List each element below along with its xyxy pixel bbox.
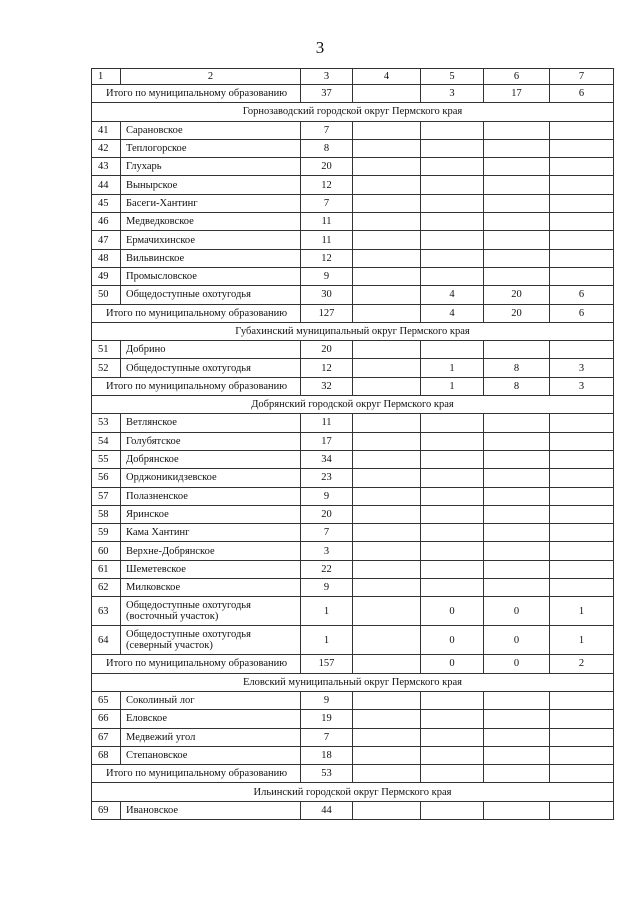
value-c6-cell: 0 [484, 597, 550, 626]
hunting-grounds-table [91, 68, 614, 820]
ground-name: Степановское [121, 746, 301, 764]
value-c3-cell: 34 [301, 450, 353, 468]
table-row [92, 691, 614, 709]
table-row [92, 450, 614, 468]
value-c4-cell [353, 469, 421, 487]
ground-name: Полазненское [121, 487, 301, 505]
value-c3-cell: 11 [301, 213, 353, 231]
value-c4-cell [353, 626, 421, 655]
ground-name: Общедоступные охотугодья [121, 286, 301, 304]
value-c4-cell [353, 597, 421, 626]
row-number: 59 [92, 524, 121, 542]
ground-name: Милковское [121, 579, 301, 597]
row-number: 51 [92, 341, 121, 359]
value-c5-cell [421, 710, 484, 728]
total-c7-cell: 2 [550, 655, 614, 673]
value-c5-cell [421, 746, 484, 764]
row-number: 68 [92, 746, 121, 764]
value-c3-cell: 1 [301, 626, 353, 655]
row-number: 42 [92, 139, 121, 157]
row-number: 56 [92, 469, 121, 487]
value-c7-cell [550, 176, 614, 194]
value-c5-cell [421, 542, 484, 560]
value-c6-cell [484, 579, 550, 597]
value-c4-cell [353, 267, 421, 285]
value-c6-cell [484, 487, 550, 505]
section-row [92, 673, 614, 691]
total-row [92, 85, 614, 103]
value-c7-cell [550, 691, 614, 709]
value-c4-cell [353, 158, 421, 176]
total-row [92, 655, 614, 673]
value-c4-cell [353, 450, 421, 468]
value-c6-cell [484, 267, 550, 285]
value-c4-cell [353, 249, 421, 267]
value-c4-cell [353, 432, 421, 450]
value-c6-cell [484, 231, 550, 249]
total-c4-cell [353, 765, 421, 783]
table-row [92, 728, 614, 746]
table-row [92, 746, 614, 764]
value-c3-cell: 11 [301, 414, 353, 432]
value-c3-cell: 19 [301, 710, 353, 728]
value-c6-cell [484, 341, 550, 359]
row-number: 58 [92, 505, 121, 523]
value-c6-cell [484, 505, 550, 523]
ground-name: Верхне-Добрянское [121, 542, 301, 560]
row-number: 64 [92, 626, 121, 655]
table-row [92, 359, 614, 377]
value-c3-cell: 30 [301, 286, 353, 304]
value-c4-cell [353, 231, 421, 249]
header-cell-6: 6 [484, 69, 550, 85]
total-c5-cell: 0 [421, 655, 484, 673]
row-number: 65 [92, 691, 121, 709]
value-c6-cell [484, 121, 550, 139]
total-c7-cell: 6 [550, 304, 614, 322]
section-row [92, 322, 614, 340]
ground-name: Соколиный лог [121, 691, 301, 709]
section-row [92, 396, 614, 414]
value-c6-cell [484, 213, 550, 231]
table-row [92, 176, 614, 194]
total-c3-cell: 127 [301, 304, 353, 322]
row-number: 43 [92, 158, 121, 176]
value-c3-cell: 17 [301, 432, 353, 450]
total-c6-cell: 17 [484, 85, 550, 103]
value-c6-cell: 20 [484, 286, 550, 304]
value-c7-cell [550, 746, 614, 764]
table-row [92, 469, 614, 487]
value-c6-cell [484, 710, 550, 728]
value-c3-cell: 11 [301, 231, 353, 249]
table-row [92, 560, 614, 578]
row-number: 44 [92, 176, 121, 194]
value-c4-cell [353, 728, 421, 746]
value-c7-cell [550, 194, 614, 212]
table-row [92, 579, 614, 597]
total-c5-cell: 4 [421, 304, 484, 322]
value-c5-cell [421, 524, 484, 542]
value-c4-cell [353, 139, 421, 157]
value-c4-cell [353, 487, 421, 505]
value-c3-cell: 20 [301, 505, 353, 523]
table-row [92, 524, 614, 542]
value-c6-cell [484, 524, 550, 542]
value-c6-cell [484, 542, 550, 560]
ground-name: Добрино [121, 341, 301, 359]
total-c5-cell [421, 765, 484, 783]
total-c3-cell: 32 [301, 377, 353, 395]
value-c7-cell [550, 560, 614, 578]
section-row [92, 103, 614, 121]
value-c3-cell: 20 [301, 158, 353, 176]
value-c5-cell [421, 341, 484, 359]
value-c6-cell: 8 [484, 359, 550, 377]
value-c4-cell [353, 213, 421, 231]
value-c5-cell [421, 213, 484, 231]
total-c6-cell [484, 765, 550, 783]
section-title: Еловский муниципальный округ Пермского края [92, 673, 614, 691]
value-c6-cell [484, 801, 550, 819]
table-row [92, 626, 614, 655]
total-c4-cell [353, 304, 421, 322]
value-c7-cell [550, 414, 614, 432]
value-c3-cell: 9 [301, 691, 353, 709]
value-c3-cell: 8 [301, 139, 353, 157]
value-c7-cell [550, 139, 614, 157]
value-c4-cell [353, 746, 421, 764]
ground-name: Общедоступные охотугодья (северный участок) [121, 626, 301, 655]
value-c6-cell [484, 139, 550, 157]
ground-name: Орджоникидзевское [121, 469, 301, 487]
ground-name: Голубятское [121, 432, 301, 450]
total-c5-cell: 3 [421, 85, 484, 103]
total-c3-cell: 37 [301, 85, 353, 103]
value-c5-cell [421, 450, 484, 468]
value-c5-cell [421, 560, 484, 578]
value-c5-cell [421, 801, 484, 819]
ground-name: Медвежий угол [121, 728, 301, 746]
table-row [92, 213, 614, 231]
value-c5-cell [421, 139, 484, 157]
row-number: 67 [92, 728, 121, 746]
ground-name: Глухарь [121, 158, 301, 176]
total-c7-cell: 6 [550, 85, 614, 103]
ground-name: Яринское [121, 505, 301, 523]
value-c5-cell [421, 487, 484, 505]
value-c5-cell [421, 469, 484, 487]
value-c5-cell: 0 [421, 597, 484, 626]
row-number: 62 [92, 579, 121, 597]
row-number: 61 [92, 560, 121, 578]
total-c7-cell: 3 [550, 377, 614, 395]
value-c3-cell: 22 [301, 560, 353, 578]
header-cell-2: 2 [121, 69, 301, 85]
table-row [92, 286, 614, 304]
value-c6-cell [484, 728, 550, 746]
header-cell-3: 3 [301, 69, 353, 85]
ground-name: Ветлянское [121, 414, 301, 432]
value-c5-cell [421, 267, 484, 285]
total-c6-cell: 0 [484, 655, 550, 673]
value-c7-cell [550, 267, 614, 285]
ground-name: Кама Хантинг [121, 524, 301, 542]
value-c3-cell: 7 [301, 728, 353, 746]
value-c6-cell [484, 176, 550, 194]
value-c6-cell [484, 560, 550, 578]
value-c4-cell [353, 710, 421, 728]
value-c6-cell [484, 249, 550, 267]
value-c7-cell [550, 524, 614, 542]
value-c5-cell [421, 158, 484, 176]
value-c5-cell [421, 728, 484, 746]
value-c5-cell: 1 [421, 359, 484, 377]
value-c4-cell [353, 286, 421, 304]
row-number: 57 [92, 487, 121, 505]
section-title: Губахинский муниципальный округ Пермского края [92, 322, 614, 340]
table-row [92, 139, 614, 157]
ground-name: Басеги-Хантинг [121, 194, 301, 212]
table-row [92, 542, 614, 560]
value-c3-cell: 7 [301, 524, 353, 542]
value-c7-cell [550, 121, 614, 139]
value-c6-cell [484, 691, 550, 709]
value-c5-cell: 4 [421, 286, 484, 304]
row-number: 49 [92, 267, 121, 285]
value-c3-cell: 7 [301, 121, 353, 139]
value-c3-cell: 7 [301, 194, 353, 212]
value-c4-cell [353, 691, 421, 709]
total-c5-cell: 1 [421, 377, 484, 395]
value-c4-cell [353, 579, 421, 597]
table-row [92, 505, 614, 523]
value-c4-cell [353, 359, 421, 377]
total-row [92, 377, 614, 395]
value-c3-cell: 23 [301, 469, 353, 487]
value-c4-cell [353, 194, 421, 212]
value-c4-cell [353, 505, 421, 523]
total-c4-cell [353, 377, 421, 395]
row-number: 53 [92, 414, 121, 432]
value-c3-cell: 12 [301, 359, 353, 377]
ground-name: Вильвинское [121, 249, 301, 267]
value-c3-cell: 18 [301, 746, 353, 764]
ground-name: Сарановское [121, 121, 301, 139]
total-c6-cell: 20 [484, 304, 550, 322]
value-c5-cell [421, 249, 484, 267]
ground-name: Шеметевское [121, 560, 301, 578]
value-c7-cell [550, 341, 614, 359]
total-label: Итого по муниципальному образованию [92, 765, 301, 783]
table-row [92, 432, 614, 450]
value-c3-cell: 9 [301, 579, 353, 597]
ground-name: Медведковское [121, 213, 301, 231]
value-c3-cell: 20 [301, 341, 353, 359]
total-label: Итого по муниципальному образованию [92, 304, 301, 322]
section-title: Горнозаводский городской округ Пермского края [92, 103, 614, 121]
table-row [92, 710, 614, 728]
value-c3-cell: 1 [301, 597, 353, 626]
row-number: 55 [92, 450, 121, 468]
table-row [92, 267, 614, 285]
section-title: Добрянский городской округ Пермского края [92, 396, 614, 414]
table-row [92, 341, 614, 359]
table-row [92, 158, 614, 176]
value-c7-cell: 6 [550, 286, 614, 304]
section-row [92, 783, 614, 801]
value-c7-cell [550, 487, 614, 505]
row-number: 63 [92, 597, 121, 626]
value-c3-cell: 9 [301, 267, 353, 285]
table-row [92, 231, 614, 249]
value-c4-cell [353, 176, 421, 194]
value-c6-cell [484, 158, 550, 176]
ground-name: Добрянское [121, 450, 301, 468]
total-c4-cell [353, 655, 421, 673]
ground-name: Ермачихинское [121, 231, 301, 249]
value-c3-cell: 12 [301, 176, 353, 194]
ground-name: Промысловское [121, 267, 301, 285]
table-row [92, 414, 614, 432]
value-c7-cell [550, 710, 614, 728]
header-cell-4: 4 [353, 69, 421, 85]
row-number: 50 [92, 286, 121, 304]
value-c3-cell: 3 [301, 542, 353, 560]
value-c5-cell [421, 121, 484, 139]
total-row [92, 304, 614, 322]
value-c5-cell [421, 691, 484, 709]
value-c6-cell [484, 450, 550, 468]
total-label: Итого по муниципальному образованию [92, 377, 301, 395]
total-c3-cell: 53 [301, 765, 353, 783]
ground-name: Вынырское [121, 176, 301, 194]
value-c7-cell: 3 [550, 359, 614, 377]
table-body [92, 69, 614, 820]
value-c7-cell [550, 213, 614, 231]
total-c7-cell [550, 765, 614, 783]
ground-name: Общедоступные охотугодья [121, 359, 301, 377]
value-c7-cell [550, 505, 614, 523]
row-number: 69 [92, 801, 121, 819]
row-number: 60 [92, 542, 121, 560]
value-c6-cell: 0 [484, 626, 550, 655]
value-c4-cell [353, 414, 421, 432]
ground-name: Общедоступные охотугодья (восточный участок) [121, 597, 301, 626]
page-number: 3 [315, 38, 325, 57]
value-c6-cell [484, 432, 550, 450]
value-c5-cell [421, 176, 484, 194]
value-c5-cell [421, 231, 484, 249]
row-number: 45 [92, 194, 121, 212]
total-row [92, 765, 614, 783]
value-c4-cell [353, 341, 421, 359]
value-c7-cell [550, 158, 614, 176]
value-c3-cell: 9 [301, 487, 353, 505]
table-row [92, 194, 614, 212]
value-c5-cell [421, 432, 484, 450]
value-c3-cell: 44 [301, 801, 353, 819]
row-number: 41 [92, 121, 121, 139]
ground-name: Ивановское [121, 801, 301, 819]
value-c4-cell [353, 121, 421, 139]
table-row [92, 597, 614, 626]
total-c4-cell [353, 85, 421, 103]
value-c5-cell: 0 [421, 626, 484, 655]
table-row [92, 249, 614, 267]
value-c7-cell: 1 [550, 626, 614, 655]
row-number: 47 [92, 231, 121, 249]
value-c4-cell [353, 560, 421, 578]
total-c3-cell: 157 [301, 655, 353, 673]
ground-name: Теплогорское [121, 139, 301, 157]
header-cell-1: 1 [92, 69, 121, 85]
value-c7-cell [550, 728, 614, 746]
value-c4-cell [353, 524, 421, 542]
row-number: 52 [92, 359, 121, 377]
value-c7-cell [550, 801, 614, 819]
ground-name: Еловское [121, 710, 301, 728]
total-c6-cell: 8 [484, 377, 550, 395]
header-row [92, 69, 614, 85]
value-c7-cell [550, 249, 614, 267]
row-number: 46 [92, 213, 121, 231]
value-c7-cell [550, 469, 614, 487]
value-c7-cell: 1 [550, 597, 614, 626]
header-cell-5: 5 [421, 69, 484, 85]
value-c5-cell [421, 505, 484, 523]
value-c4-cell [353, 801, 421, 819]
value-c7-cell [550, 579, 614, 597]
value-c3-cell: 12 [301, 249, 353, 267]
total-label: Итого по муниципальному образованию [92, 85, 301, 103]
value-c7-cell [550, 542, 614, 560]
value-c7-cell [550, 231, 614, 249]
value-c6-cell [484, 469, 550, 487]
value-c7-cell [550, 432, 614, 450]
table-row [92, 487, 614, 505]
value-c6-cell [484, 746, 550, 764]
value-c6-cell [484, 414, 550, 432]
table-row [92, 801, 614, 819]
value-c6-cell [484, 194, 550, 212]
value-c4-cell [353, 542, 421, 560]
row-number: 54 [92, 432, 121, 450]
value-c5-cell [421, 414, 484, 432]
row-number: 66 [92, 710, 121, 728]
value-c5-cell [421, 194, 484, 212]
total-label: Итого по муниципальному образованию [92, 655, 301, 673]
table-row [92, 121, 614, 139]
header-cell-7: 7 [550, 69, 614, 85]
section-title: Ильинский городской округ Пермского края [92, 783, 614, 801]
value-c7-cell [550, 450, 614, 468]
value-c5-cell [421, 579, 484, 597]
row-number: 48 [92, 249, 121, 267]
